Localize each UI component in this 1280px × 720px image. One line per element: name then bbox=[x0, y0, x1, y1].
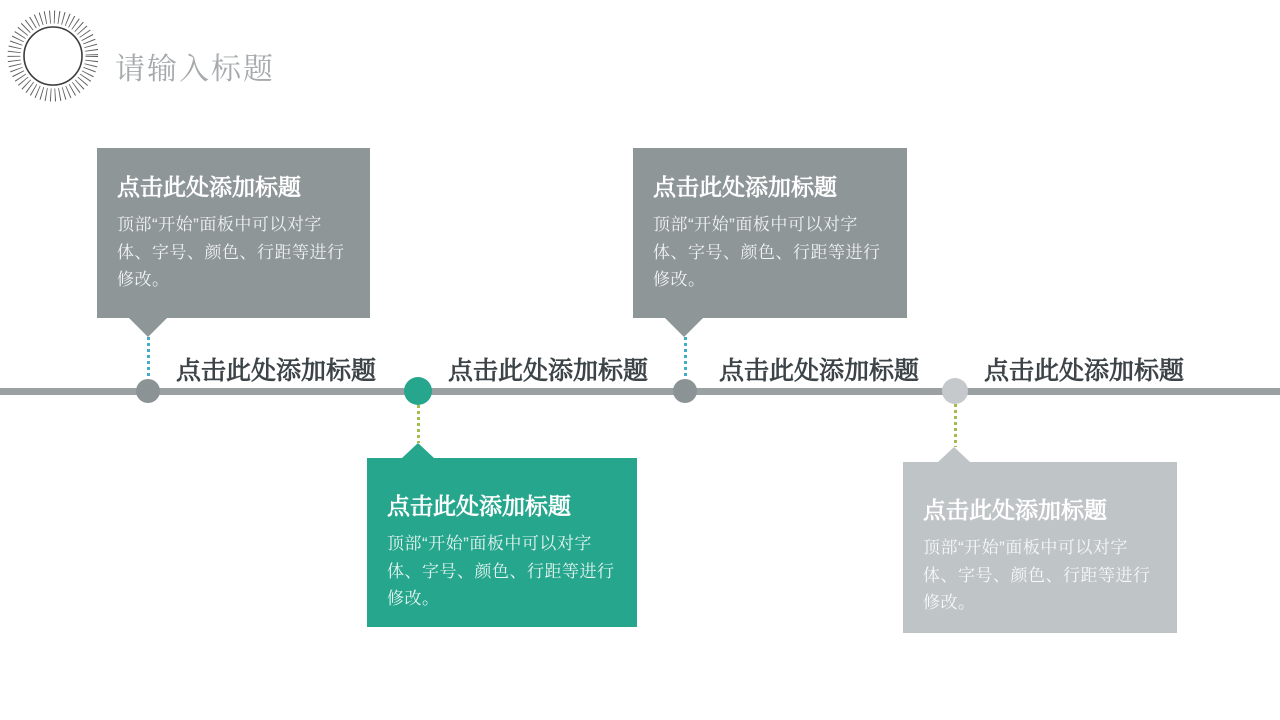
callout-1[interactable] bbox=[97, 148, 370, 318]
timeline-dot-4 bbox=[942, 378, 968, 404]
connector-dotted-4 bbox=[954, 404, 957, 447]
callout-4-tail bbox=[938, 447, 970, 462]
timeline-label-3[interactable]: 点击此处添加标题 bbox=[719, 357, 920, 385]
sun-icon bbox=[6, 6, 98, 102]
timeline-label-4[interactable]: 点击此处添加标题 bbox=[984, 357, 1185, 385]
callout-3-tail bbox=[665, 318, 703, 337]
connector-dotted-1 bbox=[147, 337, 150, 379]
callout-1-title: 点击此处添加标题 bbox=[117, 174, 301, 200]
callout-2-title: 点击此处添加标题 bbox=[387, 493, 571, 519]
callout-3-title: 点击此处添加标题 bbox=[653, 174, 837, 200]
callout-1-body: 顶部“开始”面板中可以对字体、字号、颜色、行距等进行修改。 bbox=[117, 215, 345, 290]
timeline-line bbox=[0, 388, 1280, 395]
timeline-label-2[interactable]: 点击此处添加标题 bbox=[448, 357, 649, 385]
callout-3-body: 顶部“开始”面板中可以对字体、字号、颜色、行距等进行修改。 bbox=[653, 215, 881, 290]
connector-dotted-3 bbox=[684, 337, 687, 379]
callout-4-title: 点击此处添加标题 bbox=[923, 497, 1107, 523]
callout-2-body: 顶部“开始”面板中可以对字体、字号、颜色、行距等进行修改。 bbox=[387, 534, 615, 609]
timeline-dot-1 bbox=[136, 379, 160, 403]
timeline-label-1[interactable]: 点击此处添加标题 bbox=[176, 357, 377, 385]
callout-2-tail bbox=[402, 443, 434, 458]
callout-1-tail bbox=[129, 318, 167, 337]
timeline-dot-2 bbox=[404, 377, 432, 405]
slide-title[interactable]: 请输入标题 bbox=[115, 53, 275, 86]
callout-3[interactable] bbox=[633, 148, 907, 318]
callout-4-body: 顶部“开始”面板中可以对字体、字号、颜色、行距等进行修改。 bbox=[923, 538, 1151, 613]
timeline-dot-3 bbox=[673, 379, 697, 403]
callout-4[interactable] bbox=[903, 462, 1177, 633]
callout-2[interactable] bbox=[367, 458, 637, 627]
connector-dotted-2 bbox=[417, 405, 420, 443]
